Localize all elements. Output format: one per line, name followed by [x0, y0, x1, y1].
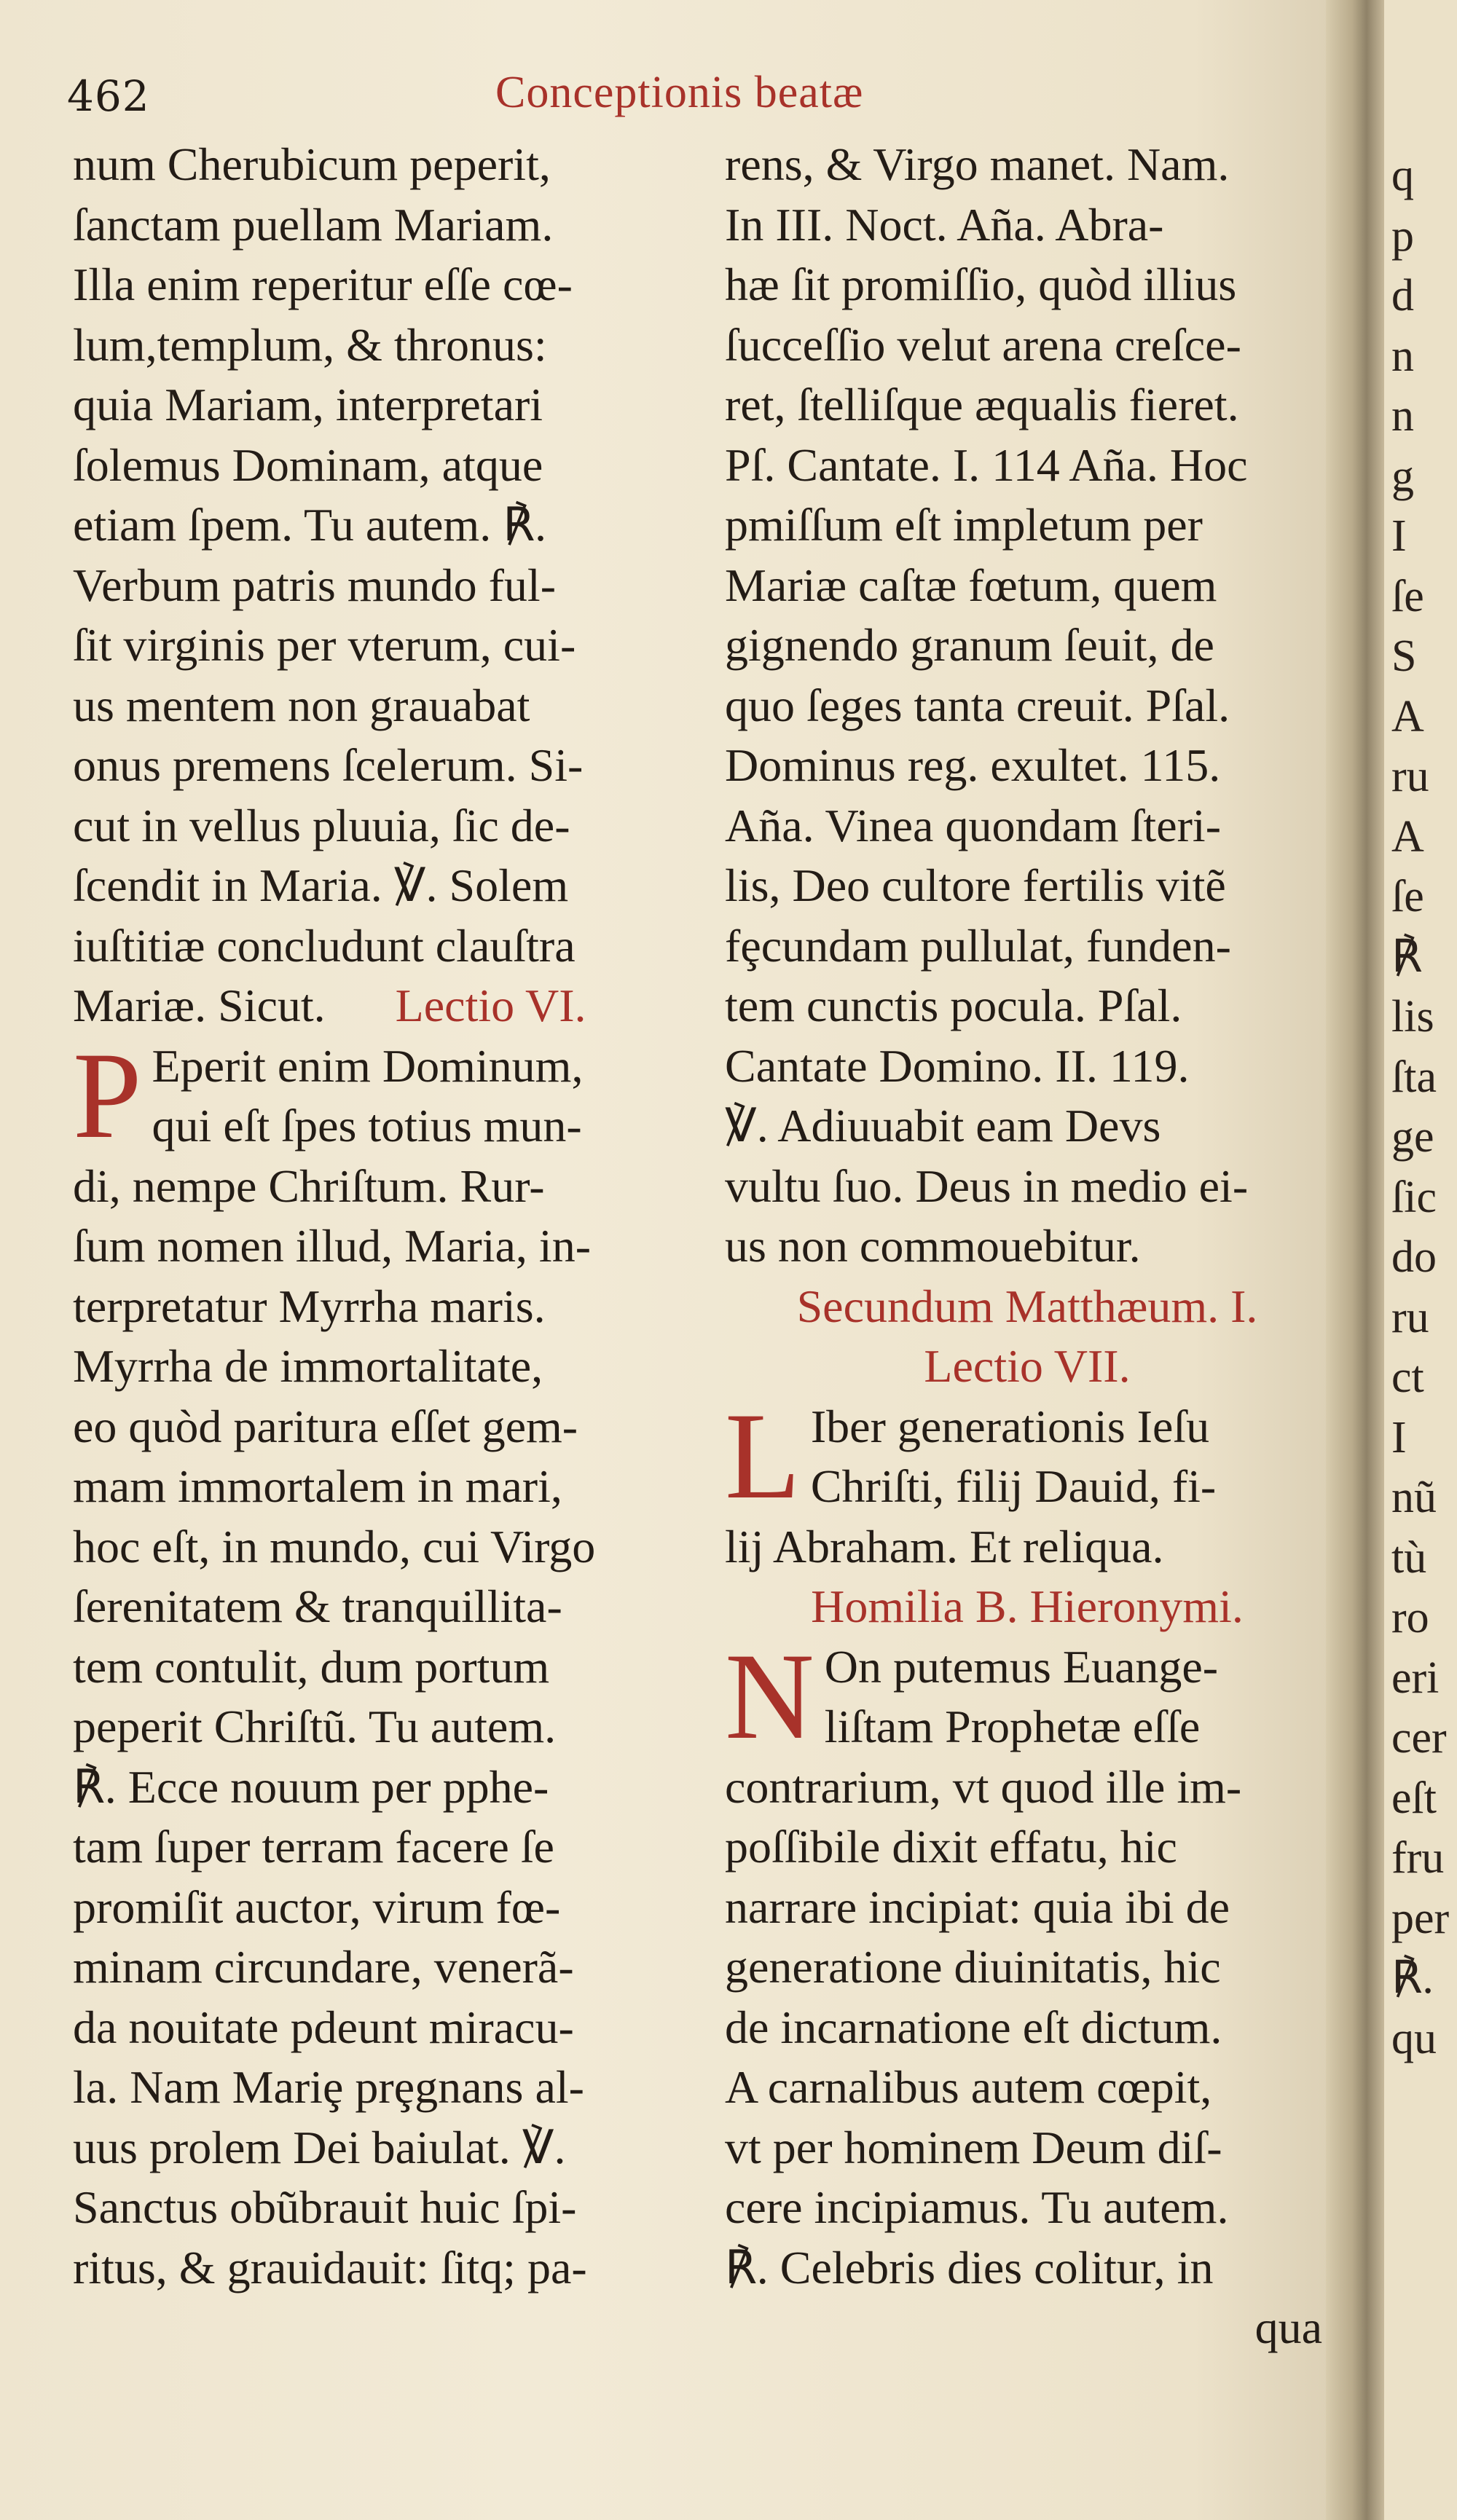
next-page-fragment: ct	[1391, 1352, 1424, 1402]
next-page-fragment: fru	[1391, 1833, 1445, 1883]
text-line: ſolemus Dominam, atque	[73, 438, 543, 491]
text-line: pmiſſum eſt impletum per	[725, 499, 1203, 551]
text-line: ℟. Celebris dies colitur, in	[725, 2241, 1214, 2293]
text-line: hæ ſit promiſſio, quòd illius	[725, 259, 1237, 310]
lectio-line-text: Mariæ. Sicut.	[73, 980, 326, 1031]
text-line: Sanctus obũbrauit huic ſpi-	[73, 2181, 577, 2233]
next-page-fragment: qu	[1391, 2013, 1437, 2063]
right-text-block-bottom	[725, 1757, 1330, 2299]
running-title: Conceptionis beatæ	[495, 68, 864, 117]
text-line: Aña. Vinea quondam ſteri-	[725, 799, 1221, 851]
text-line: hoc eſt, in mundo, cui Virgo	[73, 1520, 596, 1572]
text-line: num Cherubicum peperit,	[73, 138, 551, 190]
text-line: la. Nam Mariȩ prȩgnans al-	[73, 2061, 584, 2113]
left-text-block-top	[73, 135, 699, 976]
text-line: di, nempe Chriſtum. Rur-	[73, 1159, 545, 1212]
text-line: tam ſuper terram facere ſe	[73, 1821, 554, 1873]
text-line: us non commouebitur.	[725, 1220, 1141, 1272]
homily-heading: Homilia B. Hieronymi.	[811, 1580, 1244, 1632]
next-page-fragment: ſic	[1391, 1172, 1437, 1222]
next-page-fragment: eri	[1391, 1653, 1440, 1703]
next-page-fragment: n	[1391, 331, 1414, 381]
next-page-fragment: tù	[1391, 1532, 1427, 1583]
text-line: etiam ſpem. Tu autem. ℟.	[73, 499, 546, 551]
text-line: quia Mariam, interpretari	[73, 379, 543, 430]
text-line: peperit Chriſtũ. Tu autem.	[73, 1701, 557, 1752]
next-page-fragment: do	[1391, 1232, 1437, 1282]
next-page-fragments	[1384, 0, 1457, 2068]
text-line: lij Abraham. Et reliqua.	[725, 1520, 1164, 1572]
text-line: On putemus Euange-	[824, 1640, 1219, 1693]
text-line: gignendo granum ſeuit, de	[725, 619, 1214, 671]
text-line: ſum nomen illud, Maria, in-	[73, 1220, 591, 1272]
text-line: cere incipiamus. Tu autem.	[725, 2181, 1229, 2233]
next-page-fragment: eſt	[1391, 1773, 1437, 1823]
text-line: onus premens ſcelerum. Si-	[73, 739, 584, 791]
next-page-fragment: per	[1391, 1893, 1450, 1943]
lectio-line	[73, 976, 699, 1036]
right-column	[725, 135, 1330, 2358]
next-page-fragment: A	[1391, 811, 1424, 862]
text-line: narrare incipiat: quia ibi de	[725, 1881, 1230, 1933]
text-line: liſtam Prophetæ eſſe	[824, 1701, 1201, 1752]
text-line: de incarnatione eſt dictum.	[725, 2001, 1222, 2053]
text-line: ſanctam puellam Mariam.	[73, 198, 554, 251]
next-page-fragment: g	[1391, 451, 1414, 501]
left-text-block-bottom	[73, 1157, 699, 2299]
text-line: Mariæ caſtæ fœtum, quem	[725, 559, 1217, 611]
text-line: minam circundare, venerã-	[73, 1941, 574, 1993]
text-line: contrarium, vt quod ille im-	[725, 1760, 1242, 1813]
text-line: mam immortalem in mari,	[73, 1460, 562, 1512]
text-line: fȩcundam pullulat, funden-	[725, 919, 1231, 972]
text-line: poſſibile dixit effatu, hic	[725, 1821, 1177, 1873]
text-line: promiſit auctor, virum fœ-	[73, 1881, 561, 1933]
next-page-fragment: ge	[1391, 1112, 1434, 1162]
drop-initial-p: P	[73, 1036, 142, 1157]
next-page-fragment: ſta	[1391, 1052, 1437, 1102]
lectio-vi-heading: Lectio VI.	[395, 980, 586, 1031]
text-line: da nouitate pdeunt miracu-	[73, 2001, 574, 2053]
text-line: tem cunctis pocula. Pſal.	[725, 980, 1182, 1031]
text-line: tem contulit, dum portum	[73, 1640, 550, 1693]
drop-initial-l: L	[725, 1396, 801, 1517]
text-line: Eperit enim Dominum,	[152, 1039, 584, 1092]
drop-cap-paragraph	[73, 1036, 699, 1157]
next-page-fragment: lis	[1391, 992, 1434, 1042]
text-line: A carnalibus autem cœpit,	[725, 2061, 1212, 2113]
lectio-vii-heading: Lectio VII.	[924, 1340, 1131, 1392]
text-line: Illa enim reperitur eſſe cœ-	[73, 259, 573, 310]
next-page-fragment: ℟	[1391, 932, 1423, 982]
text-line: iuſtitiæ concludunt clauſtra	[73, 919, 576, 972]
text-line: Cantate Domino. II. 119.	[725, 1039, 1190, 1092]
drop-cap-paragraph-n	[725, 1637, 1330, 1757]
next-page-fragment: ſe	[1391, 872, 1424, 921]
gospel-heading: Secundum Matthæum. I.	[796, 1280, 1258, 1332]
catchword: qua	[1254, 2302, 1322, 2353]
next-page-fragment: ru	[1391, 1292, 1429, 1342]
next-page-fragment: p	[1391, 210, 1414, 261]
text-line: ret, ſtelliſque æqualis fieret.	[725, 379, 1239, 430]
text-line: Myrrha de immortalitate,	[73, 1340, 543, 1392]
text-line: ſit virginis per vterum, cui-	[73, 619, 576, 671]
page-number: 462	[67, 71, 150, 121]
text-line: cut in vellus pluuia, ſic de-	[73, 799, 570, 851]
text-line: terpretatur Myrrha maris.	[73, 1280, 546, 1332]
text-line: vt per hominem Deum diſ-	[725, 2121, 1222, 2173]
drop-cap-paragraph-l	[725, 1397, 1330, 1517]
next-page-fragment: ro	[1391, 1593, 1429, 1642]
text-line: ℟. Ecce nouum per pphe-	[73, 1760, 549, 1813]
left-column	[73, 135, 699, 2298]
next-page-fragment: ℟.	[1391, 1953, 1434, 2003]
next-page-fragment: I	[1391, 511, 1407, 561]
text-line: rens, & Virgo manet. Nam.	[725, 138, 1230, 190]
text-line: generatione diuinitatis, hic	[725, 1941, 1221, 1993]
next-page-fragment: nũ	[1391, 1473, 1437, 1522]
text-line: ſerenitatem & tranquillita-	[73, 1580, 562, 1632]
text-line: vultu ſuo. Deus in medio ei-	[725, 1159, 1249, 1212]
text-line: Verbum patris mundo ful-	[73, 559, 556, 611]
text-line: ℣. Adiuuabit eam Devs	[725, 1100, 1161, 1151]
text-line: Chriſti, filij Dauid, fi-	[810, 1460, 1217, 1512]
text-line: Dominus reg. exultet. 115.	[725, 739, 1221, 791]
next-page-fragment: ru	[1391, 752, 1429, 801]
next-page-fragment: cer	[1391, 1713, 1447, 1763]
text-line: us mentem non grauabat	[73, 679, 530, 731]
text-line: In III. Noct. Aña. Abra-	[725, 198, 1164, 251]
right-text-block-top	[725, 135, 1330, 1277]
next-page-fragment: I	[1391, 1412, 1407, 1462]
text-line: uus prolem Dei baiulat. ℣.	[73, 2121, 566, 2173]
next-page-fragment: n	[1391, 391, 1414, 441]
book-gutter	[1326, 0, 1384, 2520]
text-line: ritus, & grauidauit: ſitq; pa-	[73, 2241, 587, 2293]
text-line: lum,templum, & thronus:	[73, 318, 547, 371]
drop-initial-n: N	[725, 1637, 814, 1757]
next-page-fragment: d	[1391, 271, 1414, 320]
next-page-fragment: q	[1391, 151, 1414, 200]
text-line: quo ſeges tanta creuit. Pſal.	[725, 679, 1230, 731]
text-line: ſcendit in Maria. ℣. Solem	[73, 859, 569, 911]
text-line: qui eſt ſpes totius mun-	[152, 1100, 582, 1151]
text-line: ſucceſſio velut arena creſce-	[725, 318, 1241, 371]
text-line: eo quòd paritura eſſet gem-	[73, 1400, 578, 1452]
text-line: Iber generationis Ieſu	[810, 1400, 1210, 1452]
next-page-fragment: A	[1391, 691, 1424, 741]
next-page-edge	[1384, 0, 1457, 2520]
text-line: lis, Deo cultore fertilis vitẽ	[725, 859, 1226, 911]
next-page-fragment: S	[1391, 631, 1417, 681]
next-page-fragment: ſe	[1391, 571, 1424, 621]
text-line: Pſ. Cantate. I. 114 Aña. Hoc	[725, 438, 1248, 491]
